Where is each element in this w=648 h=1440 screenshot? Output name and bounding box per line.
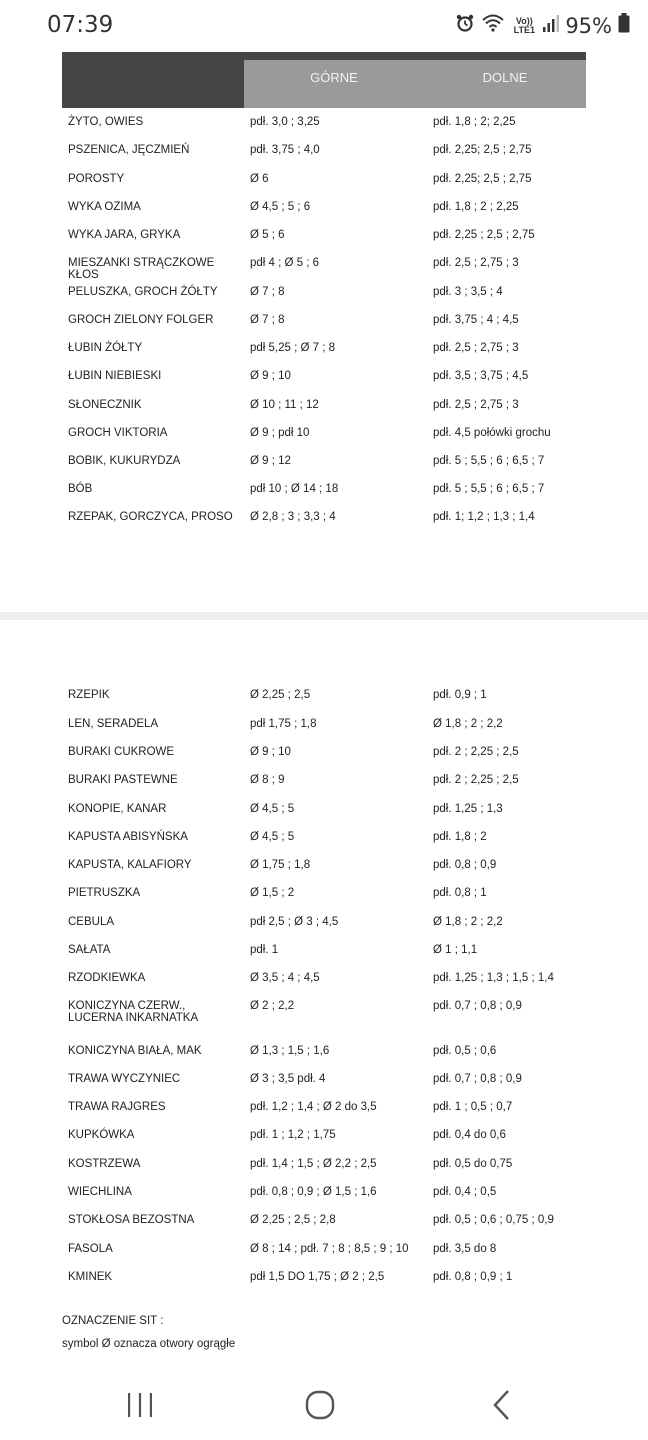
crop-name: WYKA OZIMA — [68, 201, 141, 213]
table-row — [0, 314, 648, 342]
gorne-value: Ø 5 ; 6 — [250, 229, 285, 241]
crop-name: KMINEK — [68, 1271, 113, 1283]
table-row — [0, 201, 648, 229]
dolne-value: pdł. 0,5 ; 0,6 — [433, 1045, 497, 1057]
gorne-value: pdł 2,5 ; Ø 3 ; 4,5 — [250, 916, 339, 928]
dolne-value: Ø 1,8 ; 2 ; 2,2 — [433, 718, 503, 730]
signal-icon — [543, 14, 559, 37]
dolne-value: pdł. 2,5 ; 2,75 ; 3 — [433, 342, 519, 354]
navigation-bar — [0, 1360, 648, 1440]
dolne-value: pdł. 1; 1,2 ; 1,3 ; 1,4 — [433, 511, 535, 523]
table-row — [0, 173, 648, 201]
dolne-value: pdł. 4,5 połówki grochu — [433, 427, 551, 439]
gorne-value: Ø 6 — [250, 173, 269, 185]
column-header-dolne-label: DOLNE — [482, 70, 528, 85]
crop-name: SŁONECZNIK — [68, 399, 142, 411]
dolne-value: pdł. 3,5 ; 3,75 ; 4,5 — [433, 370, 529, 382]
crop-name: ŁUBIN NIEBIESKI — [68, 370, 162, 382]
gorne-value: pdł. 1,4 ; 1,5 ; Ø 2,2 ; 2,5 — [250, 1158, 377, 1170]
dolne-value: pdł. 3,75 ; 4 ; 4,5 — [433, 314, 519, 326]
crop-name: BURAKI CUKROWE — [68, 746, 175, 758]
table-row — [0, 803, 648, 831]
table-row — [0, 1214, 648, 1242]
crop-name: ŻYTO, OWIES — [68, 116, 144, 128]
column-header-dolne — [424, 60, 586, 108]
gorne-value: Ø 1,5 ; 2 — [250, 887, 295, 899]
gorne-value: pdł 1,5 DO 1,75 ; Ø 2 ; 2,5 — [250, 1271, 385, 1283]
dolne-value: pdł. 3 ; 3,5 ; 4 — [433, 286, 503, 298]
crop-name: SAŁATA — [68, 944, 111, 956]
table-row — [0, 229, 648, 257]
table-row — [0, 483, 648, 511]
table-row — [0, 116, 648, 144]
crop-name: KONICZYNA BIAŁA, MAK — [68, 1045, 202, 1057]
gorne-value: Ø 4,5 ; 5 — [250, 803, 295, 815]
table-row — [0, 887, 648, 915]
crop-name: GROCH VIKTORIA — [68, 427, 168, 439]
crop-name: WYKA JARA, GRYKA — [68, 229, 181, 241]
table-row — [0, 1045, 648, 1073]
gorne-value: Ø 8 ; 14 ; pdł. 7 ; 8 ; 8,5 ; 9 ; 10 — [250, 1243, 409, 1255]
crop-name: ŁUBIN ŻÓŁTY — [68, 342, 143, 354]
table-row — [0, 370, 648, 398]
page-separator — [0, 612, 648, 620]
gorne-value: Ø 10 ; 11 ; 12 — [250, 399, 319, 411]
home-icon — [304, 1389, 336, 1421]
dolne-value: pdł. 0,4 ; 0,5 — [433, 1186, 497, 1198]
dolne-value: pdł. 0,4 do 0,6 — [433, 1129, 506, 1141]
legend-text: symbol Ø oznacza otwory ogrągłe — [62, 1338, 236, 1350]
crop-name: GROCH ZIELONY FOLGER — [68, 314, 214, 326]
dolne-value: pdł. 0,8 ; 1 — [433, 887, 487, 899]
table-row — [0, 1158, 648, 1186]
crop-name: RZEPIK — [68, 689, 110, 701]
crop-name: WIECHLINA — [68, 1186, 132, 1198]
dolne-value: pdł. 0,5 do 0,75 — [433, 1158, 513, 1170]
recent-apps-icon — [125, 1391, 155, 1419]
crop-name: KOSTRZEWA — [68, 1158, 141, 1170]
dolne-value: pdł. 0,7 ; 0,8 ; 0,9 — [433, 1073, 522, 1085]
gorne-value: pdł 1,75 ; 1,8 — [250, 718, 317, 730]
battery-icon — [618, 13, 630, 38]
table-row — [0, 859, 648, 887]
table-row — [0, 689, 648, 717]
gorne-value: pdł. 1,2 ; 1,4 ; Ø 2 do 3,5 — [250, 1101, 377, 1113]
dolne-value: pdł. 0,9 ; 1 — [433, 689, 487, 701]
table-row — [0, 1243, 648, 1271]
table-row — [0, 718, 648, 746]
gorne-value: pdł 4 ; Ø 5 ; 6 — [250, 257, 320, 269]
table-row — [0, 1271, 648, 1299]
table-header — [62, 52, 586, 108]
dolne-value: pdł. 0,7 ; 0,8 ; 0,9 — [433, 1000, 522, 1012]
table-row — [0, 1101, 648, 1129]
crop-name: KUPKÓWKA — [68, 1129, 135, 1141]
crop-name: MIESZANKI STRĄCZKOWE KŁOS — [68, 257, 215, 281]
dolne-value: Ø 1 ; 1,1 — [433, 944, 478, 956]
dolne-value: pdł. 2,25; 2,5 ; 2,75 — [433, 173, 532, 185]
crop-name: RZODKIEWKA — [68, 972, 146, 984]
back-icon — [490, 1389, 514, 1421]
dolne-value: pdł. 2,5 ; 2,75 ; 3 — [433, 399, 519, 411]
dolne-value: pdł. 0,5 ; 0,6 ; 0,75 ; 0,9 — [433, 1214, 554, 1226]
table-row — [0, 511, 648, 539]
gorne-value: Ø 3 ; 3,5 pdł. 4 — [250, 1073, 326, 1085]
gorne-value: Ø 4,5 ; 5 — [250, 831, 295, 843]
table-row — [0, 831, 648, 859]
dolne-value: pdł. 2 ; 2,25 ; 2,5 — [433, 774, 519, 786]
dolne-value: pdł. 5 ; 5,5 ; 6 ; 6,5 ; 7 — [433, 455, 545, 467]
gorne-value: Ø 7 ; 8 — [250, 286, 285, 298]
gorne-value: Ø 2,8 ; 3 ; 3,3 ; 4 — [250, 511, 336, 523]
table-row — [0, 1000, 648, 1040]
recent-apps-button[interactable] — [110, 1382, 170, 1428]
column-header-gorne-label: GÓRNE — [310, 70, 358, 85]
status-icons — [455, 13, 630, 38]
table-row — [0, 916, 648, 944]
table-row — [0, 944, 648, 972]
dolne-value: pdł. 1,8 ; 2; 2,25 — [433, 116, 516, 128]
dolne-value: pdł. 1,8 ; 2 ; 2,25 — [433, 201, 519, 213]
gorne-value: Ø 7 ; 8 — [250, 314, 285, 326]
legend-title: OZNACZENIE SIT : — [62, 1315, 164, 1327]
volte-icon: Vo)) LTE1 — [513, 15, 535, 35]
gorne-value: pdł. 3,0 ; 3,25 — [250, 116, 320, 128]
dolne-value: pdł. 3,5 do 8 — [433, 1243, 497, 1255]
dolne-value: pdł. 2,25; 2,5 ; 2,75 — [433, 144, 532, 156]
gorne-value: Ø 2,25 ; 2,5 ; 2,8 — [250, 1214, 336, 1226]
crop-name: STOKŁOSA BEZOSTNA — [68, 1214, 195, 1226]
dolne-value: pdł. 2,5 ; 2,75 ; 3 — [433, 257, 519, 269]
gorne-value: Ø 2,25 ; 2,5 — [250, 689, 311, 701]
table-row — [0, 746, 648, 774]
table-row — [0, 342, 648, 370]
gorne-value: Ø 3,5 ; 4 ; 4,5 — [250, 972, 320, 984]
status-time: 07:39 — [47, 12, 114, 38]
gorne-value: Ø 4,5 ; 5 ; 6 — [250, 201, 311, 213]
gorne-value: Ø 9 ; 12 — [250, 455, 291, 467]
alarm-icon — [455, 13, 475, 38]
dolne-value: pdł. 1,25 ; 1,3 ; 1,5 ; 1,4 — [433, 972, 554, 984]
crop-name: KAPUSTA ABISYŃSKA — [68, 831, 188, 843]
gorne-value: Ø 1,75 ; 1,8 — [250, 859, 311, 871]
battery-percent: 95% — [565, 13, 612, 38]
table-row — [0, 455, 648, 483]
gorne-value: Ø 2 ; 2,2 — [250, 1000, 295, 1012]
table-row — [0, 286, 648, 314]
crop-name: POROSTY — [68, 173, 125, 185]
gorne-value: pdł. 1 — [250, 944, 279, 956]
crop-name: KAPUSTA, KALAFIORY — [68, 859, 192, 871]
table-row — [0, 1129, 648, 1157]
back-button[interactable] — [472, 1382, 532, 1428]
gorne-value: pdł. 1 ; 1,2 ; 1,75 — [250, 1129, 336, 1141]
dolne-value: pdł. 5 ; 5,5 ; 6 ; 6,5 ; 7 — [433, 483, 545, 495]
gorne-value: pdł. 0,8 ; 0,9 ; Ø 1,5 ; 1,6 — [250, 1186, 377, 1198]
crop-name: BÓB — [68, 483, 93, 495]
wifi-icon — [481, 13, 505, 38]
gorne-value: pdł 10 ; Ø 14 ; 18 — [250, 483, 339, 495]
column-header-gorne — [244, 60, 424, 108]
gorne-value: Ø 9 ; pdł 10 — [250, 427, 310, 439]
crop-name: CEBULA — [68, 916, 115, 928]
status-bar — [0, 0, 648, 52]
crop-name: PSZENICA, JĘCZMIEŃ — [68, 144, 190, 156]
crop-name: TRAWA RAJGRES — [68, 1101, 166, 1113]
dolne-value: pdł. 1,25 ; 1,3 — [433, 803, 503, 815]
gorne-value: Ø 8 ; 9 — [250, 774, 285, 786]
crop-name: TRAWA WYCZYNIEC — [68, 1073, 181, 1085]
crop-name: RZEPAK, GORCZYCA, PROSO — [68, 511, 233, 523]
dolne-value: pdł. 0,8 ; 0,9 — [433, 859, 497, 871]
dolne-value: pdł. 2 ; 2,25 ; 2,5 — [433, 746, 519, 758]
crop-name: FASOLA — [68, 1243, 113, 1255]
dolne-value: pdł. 0,8 ; 0,9 ; 1 — [433, 1271, 513, 1283]
table-row — [0, 257, 648, 285]
gorne-value: pdł. 3,75 ; 4,0 — [250, 144, 320, 156]
table-row — [0, 1186, 648, 1214]
crop-name: KONOPIE, KANAR — [68, 803, 167, 815]
crop-name: PIETRUSZKA — [68, 887, 141, 899]
gorne-value: Ø 9 ; 10 — [250, 370, 291, 382]
dolne-value: Ø 1,8 ; 2 ; 2,2 — [433, 916, 503, 928]
table-row — [0, 144, 648, 172]
table-row — [0, 399, 648, 427]
table-row — [0, 427, 648, 455]
crop-name: KONICZYNA CZERW., LUCERNA INKARNATKA — [68, 1000, 199, 1024]
table-row — [0, 972, 648, 1000]
table-row — [0, 774, 648, 802]
dolne-value: pdł. 1,8 ; 2 — [433, 831, 487, 843]
dolne-value: pdł. 2,25 ; 2,5 ; 2,75 — [433, 229, 535, 241]
crop-name: PELUSZKA, GROCH ŻÓŁTY — [68, 286, 218, 298]
crop-name: BURAKI PASTEWNE — [68, 774, 178, 786]
gorne-value: Ø 9 ; 10 — [250, 746, 291, 758]
gorne-value: pdł 5,25 ; Ø 7 ; 8 — [250, 342, 336, 354]
dolne-value: pdł. 1 ; 0,5 ; 0,7 — [433, 1101, 513, 1113]
table-row — [0, 1073, 648, 1101]
crop-name: LEN, SERADELA — [68, 718, 159, 730]
home-button[interactable] — [290, 1382, 350, 1428]
gorne-value: Ø 1,3 ; 1,5 ; 1,6 — [250, 1045, 330, 1057]
crop-name: BOBIK, KUKURYDZA — [68, 455, 181, 467]
